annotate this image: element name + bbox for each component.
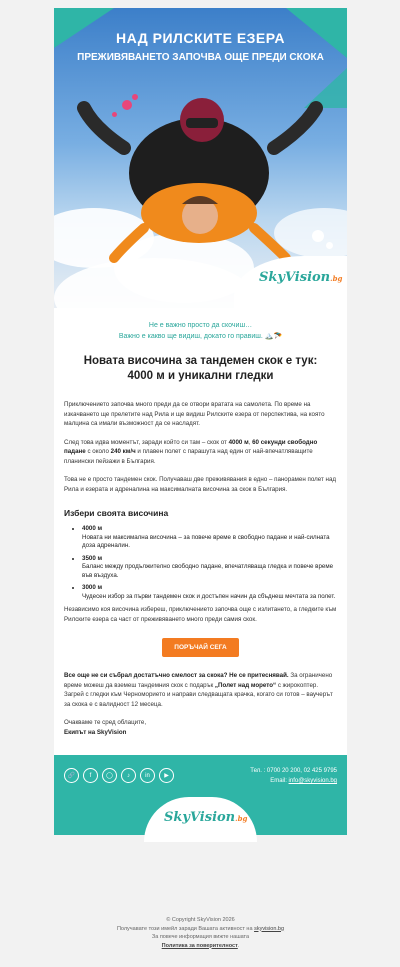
- paragraph-2: След това идва моментът, заради който си там – скок от 4000 м, 60 секунди свободно падане с около 240 км/ч и плавен полет с парашута над един от най-впечатляващите планински пейзажи в България.: [64, 438, 318, 465]
- tagline-line-1: Не е важно просто да скочиш…: [148, 322, 253, 329]
- paragraph-3: Това не е просто тандемен скок. Получаваш две преживявания в едно – панорамен полет над Рила и езерата и адреналина на максималната височина за скок в България.: [64, 476, 336, 493]
- promo-text: Все още не си събрал достатъчно смелост за скока? Не се притеснявай. За ограничено време можеш да вземеш тандемния скок с подарък „Полет над морето“ с жирокоптер. Загрей с гледки към Черноморието и направи следващата крачка, когато си готов – ваучерът за скока е с валидност 12 месеца.: [64, 672, 333, 708]
- social-links: [64, 768, 174, 783]
- height-options-list: [82, 525, 337, 601]
- privacy-policy-link[interactable]: Политика за поверителност: [161, 942, 238, 949]
- choose-after-text: Независимо коя височина избереш, приключението започва още с излитането, а гледките към Рилските езера са част от преживяването много преди самия скок.: [64, 606, 337, 623]
- legal-footer: © Copyright SkyVision 2026 Получавате този имейл заради Вашата активност на skyvision.bg За повече информация вижте нашата Политика за поверителност.: [54, 916, 347, 950]
- main-heading: Новата височина за тандемен скок е тук: 4000 м и уникални гледки: [83, 355, 318, 382]
- phone-text: Тел. : 0700 20 200, 02 425 9795: [250, 768, 337, 774]
- order-now-button[interactable]: ПОРЪЧАЙ СЕГА: [162, 638, 238, 657]
- tiktok-icon[interactable]: ♪: [121, 768, 136, 783]
- hero-title: НАД РИЛСКИТЕ ЕЗЕРА: [116, 30, 285, 46]
- footer-logo[interactable]: SkyVision.bg: [164, 810, 248, 825]
- facebook-icon[interactable]: f: [83, 768, 98, 783]
- hero-subtitle: ПРЕЖИВЯВАНЕТО ЗАПОЧВА ОЩЕ ПРЕДИ СКОКА: [77, 52, 324, 63]
- footer: [54, 755, 347, 835]
- youtube-icon[interactable]: ▶: [159, 768, 174, 783]
- link-icon[interactable]: 🔗: [64, 768, 79, 783]
- choose-height-heading: Избери своята височина: [64, 508, 169, 518]
- intro-text: [54, 400, 347, 494]
- height-option-3000: • 3000 м Чудесен избор за първи тандемен скок и достъпен начин да сбъднеш мечтата за полет.: [82, 584, 337, 601]
- instagram-icon[interactable]: ◯: [102, 768, 117, 783]
- more-info-text: За повече информация вижте нашата: [151, 934, 250, 940]
- copyright-text: © Copyright SkyVision 2026: [166, 917, 235, 923]
- hero-banner: [54, 8, 347, 308]
- contact-info: Тел. : 0700 20 200, 02 425 9795 Email: info@skyvision.bg: [250, 768, 337, 784]
- skyvision-logo[interactable]: SkyVision.bg: [259, 270, 343, 285]
- signoff: Очакваме те сред облаците, Екипът на SkyVision: [64, 719, 147, 736]
- site-link[interactable]: skyvision.bg: [254, 925, 285, 932]
- height-option-4000: • 4000 м Новата ни максимална височина – за повече време в свободно падане и най-силната доза адреналин.: [82, 525, 337, 551]
- email-link[interactable]: info@skyvision.bg: [288, 778, 337, 784]
- email-body: [54, 8, 347, 835]
- height-option-3500: • 3500 м Баланс между продължително свободно падане, впечатляваща гледка и повече време във въздуха.: [82, 555, 337, 581]
- linkedin-icon[interactable]: in: [140, 768, 155, 783]
- paragraph-1: Приключението започва много преди да се отвори вратата на самолета. По време на изкачването ще прелетите над Рила и ще видиш Рилските езера от перспектива, на която малцина са имали възможност да се насладят.: [64, 401, 325, 427]
- tagline-line-2: Важно е какво ще видиш, докато го правиш. 🏔️🪂: [118, 333, 283, 340]
- tagline: [54, 320, 347, 342]
